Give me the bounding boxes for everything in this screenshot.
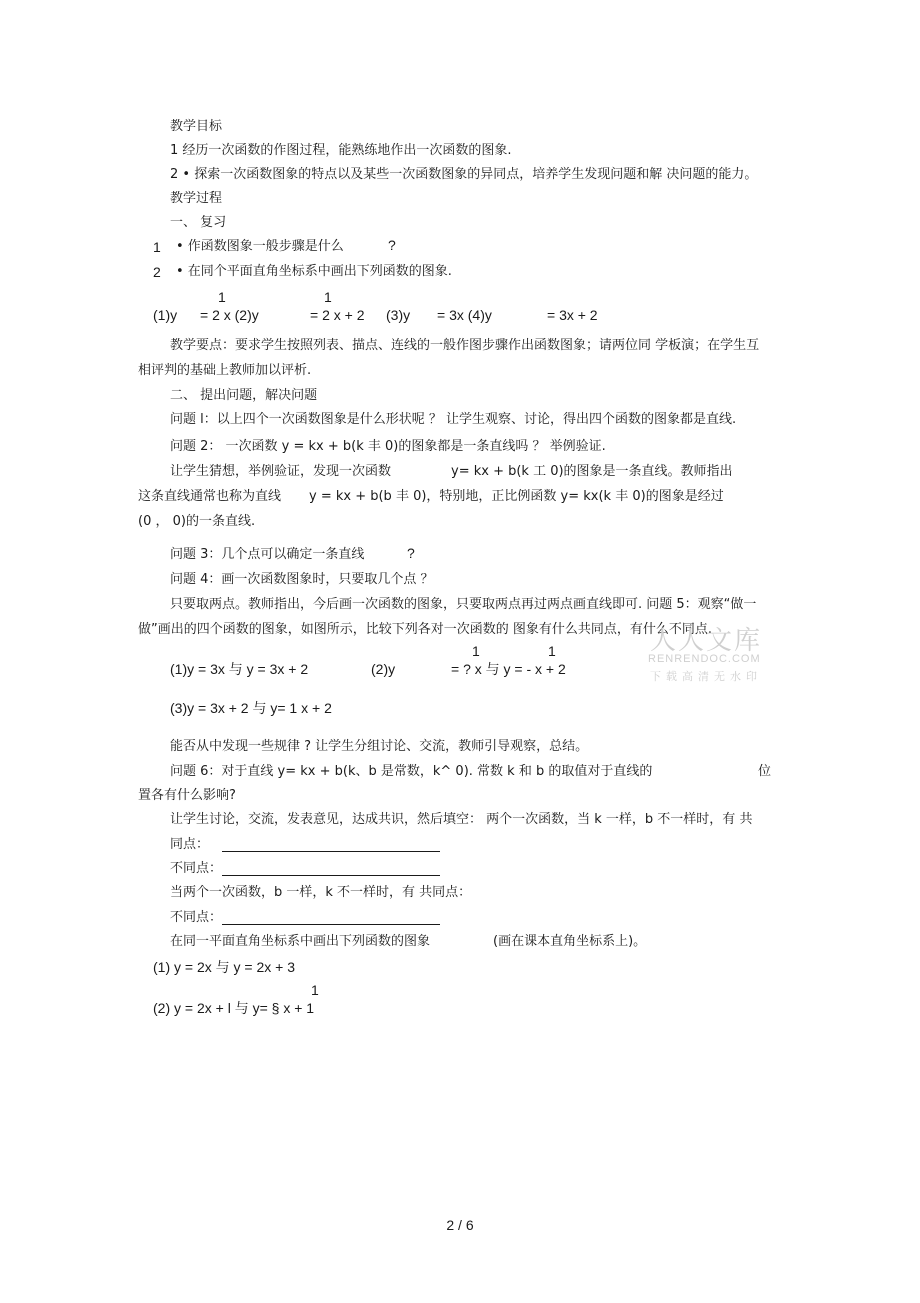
- goal-2: 2 • 探索一次函数图象的特点以及某些一次函数图象的异同点，培养学生发现问题和解 决问题的能力。: [170, 167, 758, 182]
- goal-1: 1 经历一次函数的作图过程，能熟练地作出一次函数的图象.: [170, 143, 512, 158]
- eq1-part-5: = 3x (4)y: [437, 307, 492, 323]
- question-3: 问题 3：几个点可以确定一条直线: [170, 547, 365, 562]
- key-points-line-1: 教学要点：要求学生按照列表、描点、连线的一般作图步骤作出函数图象；请两位同 学板演；在学生互: [170, 338, 760, 353]
- eq3: (3)y = 3x + 2 与 y= 1 x + 2: [170, 700, 332, 716]
- question-6-line-2: 置各有什么影响?: [138, 788, 236, 803]
- eq1-part-1: (1)y: [153, 307, 178, 323]
- question-6: 问题 6：对于直线 y= kx + b(k、b 是常数，k^ 0). 常数 k 和 b 的取值对于直线的: [170, 764, 653, 779]
- review-q2: • 在同个平面直角坐标系中画出下列函数的图象.: [176, 264, 452, 279]
- eq1-part-3: = 2 x + 2: [310, 307, 365, 323]
- exercise-1: (1) y = 2x 与 y = 2x + 3: [153, 959, 296, 975]
- guess-text: 让学生猜想，举例验证，发现一次函数: [170, 464, 392, 479]
- question-1: 问题 l：以上四个一次函数图象是什么形状呢 ？ 让学生观察、讨论，得出四个函数的图象都是直线.: [170, 412, 737, 427]
- watermark-url: RENRENDOC.COM: [648, 653, 761, 665]
- watermark-logo: 人人文库: [650, 626, 763, 656]
- eq1-part-6: = 3x + 2: [547, 307, 598, 323]
- rule-question: 能否从中发现一些规律 ? 让学生分组讨论、交流，教师引导观察，总结。: [170, 739, 589, 754]
- eq1-part-4: (3)y: [386, 307, 411, 323]
- common-points-label: 同点：: [170, 837, 210, 852]
- question-3-mark: ?: [407, 545, 415, 561]
- question-5-line-2: 做”画出的四个函数的图象，如图所示，比较下列各对一次函数的 图象有什么共同点，有什么不同点.: [138, 622, 713, 637]
- section-problems-heading: 二、 提出问题，解决问题: [170, 388, 318, 403]
- question-5-line-1: 只要取两点。教师指出，今后画一次函数的图象，只要取两点再过两点画直线即可. 问题 5：观察“做一: [170, 597, 757, 612]
- draw-instruction-note: (画在课本直角坐标系上)。: [493, 934, 647, 949]
- question-2: 问题 2： 一次函数 y = kx + b(k 丰 0)的图象都是一条直线吗 ？ 举例验证.: [170, 439, 606, 454]
- question-6-tail: 位: [758, 764, 772, 779]
- review-q2-number: 2: [153, 264, 161, 280]
- line-name-formula: y = kx + b(b 丰 0)，特别地，正比例函数 y= kx(k 丰 0)的图象是经过: [309, 489, 724, 504]
- eq2-part-2: (2)y: [371, 661, 396, 677]
- review-q1-number: 1: [153, 239, 161, 255]
- review-q1: • 作函数图象一般步骤是什么: [176, 239, 344, 254]
- origin-line: (0 ， 0)的一条直线.: [138, 514, 256, 529]
- eq1-fraction-numerator-a: 1: [218, 289, 226, 305]
- eq2-part-3: = ? x 与 y = - x + 2: [451, 661, 566, 677]
- review-q1-mark: ?: [388, 237, 396, 253]
- different-points-label-2: 不同点：: [170, 910, 223, 925]
- goals-heading: 教学目标: [170, 119, 223, 134]
- eq1-fraction-numerator-b: 1: [324, 289, 332, 305]
- eq2-fraction-numerator-b: 1: [548, 643, 556, 659]
- line-name-text: 这条直线通常也称为直线: [138, 489, 282, 504]
- draw-instruction: 在同一平面直角坐标系中画出下列函数的图象: [170, 934, 431, 949]
- key-points-line-2: 相评判的基础上教师加以评析.: [138, 363, 312, 378]
- same-b-text: 当两个一次函数，b 一样，k 不一样时，有 共同点：: [170, 885, 472, 900]
- discussion-text: 让学生讨论，交流，发表意见，达成共识，然后填空： 两个一次函数，当 k 一样，b 不一样时，有 共: [170, 812, 753, 827]
- section-review-heading: 一、 复习: [170, 215, 227, 230]
- question-4: 问题 4：画一次函数图象时，只要取几个点 ？: [170, 572, 434, 587]
- watermark-tagline: 下载高清无水印: [650, 670, 762, 683]
- process-heading: 教学过程: [170, 191, 223, 206]
- page-number: 2 / 6: [446, 1217, 474, 1233]
- different-points-label: 不同点：: [170, 861, 223, 876]
- eq1-part-2: = 2 x (2)y: [200, 307, 259, 323]
- eq2-fraction-numerator-a: 1: [472, 643, 480, 659]
- guess-formula: y= kx + b(k 工 0)的图象是一条直线。教师指出: [451, 464, 733, 479]
- common-points-blank[interactable]: [222, 851, 440, 852]
- different-points-blank[interactable]: [222, 875, 440, 876]
- exercise-2-fraction-numerator: 1: [311, 982, 319, 998]
- different-points-blank-2[interactable]: [222, 924, 440, 925]
- eq2-part-1: (1)y = 3x 与 y = 3x + 2: [170, 661, 309, 677]
- exercise-2: (2) y = 2x + l 与 y= § x + 1: [153, 1000, 315, 1016]
